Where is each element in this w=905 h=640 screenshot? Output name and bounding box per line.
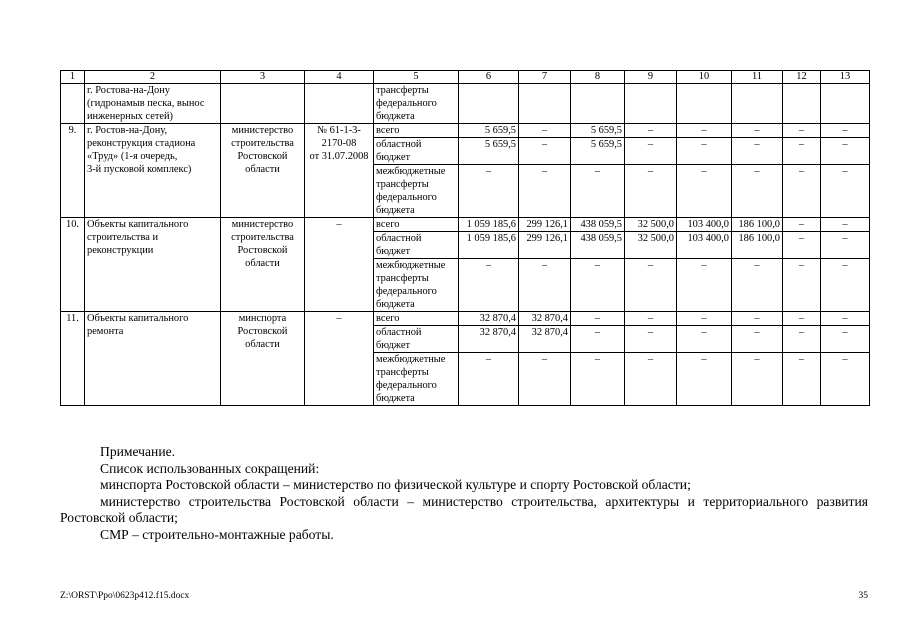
value-cell: 438 059,5 xyxy=(571,218,625,232)
value-cell: – xyxy=(519,138,571,165)
funding-source-cell: межбюджетные трансферты федерального бюджета xyxy=(374,165,459,218)
col-header: 11 xyxy=(732,71,783,84)
value-cell: – xyxy=(625,353,677,406)
table-row xyxy=(61,312,870,326)
value-cell: 186 100,0 xyxy=(732,232,783,259)
value-cell: – xyxy=(821,124,870,138)
value-cell: – xyxy=(821,312,870,326)
abbreviation-smr: СМР – строительно-монтажные работы. xyxy=(100,526,334,542)
value-cell: – xyxy=(677,353,732,406)
document-cell: – xyxy=(305,218,374,312)
value-cell: – xyxy=(783,124,821,138)
value-cell: – xyxy=(519,124,571,138)
table-row xyxy=(61,218,870,232)
value-cell: 299 126,1 xyxy=(519,218,571,232)
document-cell: № 61-1-3- 2170-08 от 31.07.2008 xyxy=(305,124,374,218)
value-cell: – xyxy=(821,218,870,232)
document-cell: – xyxy=(305,312,374,406)
col-header: 4 xyxy=(305,71,374,84)
agency-cell: министерство строительства Ростовской области xyxy=(221,124,305,218)
note-title: Примечание. xyxy=(100,444,176,459)
col-header: 3 xyxy=(221,71,305,84)
value-cell xyxy=(783,84,821,124)
value-cell: 1 059 185,6 xyxy=(459,232,519,259)
value-cell: – xyxy=(459,165,519,218)
value-cell: – xyxy=(459,353,519,406)
value-cell: – xyxy=(783,353,821,406)
value-cell: – xyxy=(677,165,732,218)
value-cell: 32 500,0 xyxy=(625,218,677,232)
value-cell: 32 870,4 xyxy=(459,312,519,326)
value-cell: – xyxy=(625,259,677,312)
value-cell: – xyxy=(519,259,571,312)
funding-source-cell: областной бюджет xyxy=(374,232,459,259)
value-cell: – xyxy=(625,124,677,138)
note-block xyxy=(60,444,868,543)
value-cell: – xyxy=(783,312,821,326)
abbreviation-minstroy: министерство строительства Ростовской области – министерство строительства, архитектуры и территориального развития Ростовской области; xyxy=(60,493,868,525)
value-cell: – xyxy=(821,232,870,259)
col-header: 12 xyxy=(783,71,821,84)
value-cell xyxy=(459,84,519,124)
value-cell: – xyxy=(677,312,732,326)
object-cell: Объекты капитального ремонта xyxy=(85,312,221,406)
value-cell: – xyxy=(677,124,732,138)
funding-source-cell: областной бюджет xyxy=(374,138,459,165)
col-header: 6 xyxy=(459,71,519,84)
value-cell: – xyxy=(783,138,821,165)
abbreviation-minsport: минспорта Ростовской области – министерство по физической культуре и спорту Ростовской области; xyxy=(100,477,691,492)
funding-source-cell: всего xyxy=(374,124,459,138)
value-cell: – xyxy=(677,326,732,353)
value-cell: – xyxy=(677,138,732,165)
value-cell: – xyxy=(459,259,519,312)
value-cell: 5 659,5 xyxy=(571,124,625,138)
value-cell: 1 059 185,6 xyxy=(459,218,519,232)
value-cell: – xyxy=(732,165,783,218)
value-cell: – xyxy=(821,165,870,218)
value-cell: 438 059,5 xyxy=(571,232,625,259)
value-cell: – xyxy=(732,124,783,138)
value-cell: – xyxy=(732,353,783,406)
col-header: 7 xyxy=(519,71,571,84)
object-cell: г. Ростов-на-Дону, реконструкция стадиона «Труд» (1-я очередь, 3-й пусковой комплекс) xyxy=(85,124,221,218)
value-cell: – xyxy=(571,165,625,218)
value-cell: – xyxy=(625,165,677,218)
value-cell: – xyxy=(571,312,625,326)
funding-source-cell: всего xyxy=(374,218,459,232)
col-header: 10 xyxy=(677,71,732,84)
value-cell: – xyxy=(821,326,870,353)
value-cell: – xyxy=(821,353,870,406)
continuation-row xyxy=(61,84,870,124)
value-cell: – xyxy=(783,232,821,259)
col-header: 2 xyxy=(85,71,221,84)
table-row xyxy=(61,124,870,138)
value-cell: – xyxy=(625,312,677,326)
value-cell: 103 400,0 xyxy=(677,218,732,232)
funding-source-cell: областной бюджет xyxy=(374,326,459,353)
column-numbers-row xyxy=(61,71,870,84)
object-cell: г. Ростова-на-Дону (гидронамыв песка, вынос инженерных сетей) xyxy=(85,84,221,124)
agency-cell: министерство строительства Ростовской области xyxy=(221,218,305,312)
footer-file-path: Z:\ORST\Ppo\0623p412.f15.docx xyxy=(60,591,190,601)
value-cell: 299 126,1 xyxy=(519,232,571,259)
value-cell: – xyxy=(571,353,625,406)
funding-source-cell: межбюджетные трансферты федерального бюджета xyxy=(374,353,459,406)
row-number-cell: 11. xyxy=(61,312,85,406)
agency-cell xyxy=(221,84,305,124)
value-cell: – xyxy=(571,326,625,353)
value-cell: – xyxy=(821,138,870,165)
value-cell: – xyxy=(625,138,677,165)
budget-table xyxy=(60,70,870,406)
value-cell: – xyxy=(732,138,783,165)
row-number-cell: 10. xyxy=(61,218,85,312)
value-cell: – xyxy=(783,259,821,312)
page-number: 35 xyxy=(858,591,868,601)
value-cell xyxy=(821,84,870,124)
value-cell xyxy=(571,84,625,124)
value-cell: 5 659,5 xyxy=(571,138,625,165)
funding-source-cell: всего xyxy=(374,312,459,326)
value-cell xyxy=(677,84,732,124)
value-cell: 103 400,0 xyxy=(677,232,732,259)
value-cell xyxy=(732,84,783,124)
agency-cell: минспорта Ростовской области xyxy=(221,312,305,406)
value-cell: – xyxy=(732,326,783,353)
value-cell: – xyxy=(732,312,783,326)
col-header: 8 xyxy=(571,71,625,84)
value-cell: – xyxy=(821,259,870,312)
abbreviation-list-title: Список использованных сокращений: xyxy=(100,460,320,476)
value-cell: – xyxy=(783,165,821,218)
value-cell: 32 870,4 xyxy=(519,312,571,326)
document-cell xyxy=(305,84,374,124)
value-cell: – xyxy=(732,259,783,312)
col-header: 1 xyxy=(61,71,85,84)
funding-source-cell: трансферты федерального бюджета xyxy=(374,84,459,124)
value-cell: 32 870,4 xyxy=(519,326,571,353)
funding-source-cell: межбюджетные трансферты федерального бюджета xyxy=(374,259,459,312)
object-cell: Объекты капитального строительства и реконструкции xyxy=(85,218,221,312)
value-cell xyxy=(625,84,677,124)
value-cell: 5 659,5 xyxy=(459,124,519,138)
value-cell: – xyxy=(677,259,732,312)
value-cell: – xyxy=(519,353,571,406)
value-cell: – xyxy=(571,259,625,312)
col-header: 9 xyxy=(625,71,677,84)
col-header: 5 xyxy=(374,71,459,84)
value-cell: 5 659,5 xyxy=(459,138,519,165)
row-number-cell xyxy=(61,84,85,124)
value-cell: – xyxy=(783,326,821,353)
value-cell: 32 870,4 xyxy=(459,326,519,353)
row-number-cell: 9. xyxy=(61,124,85,218)
value-cell: – xyxy=(519,165,571,218)
value-cell: – xyxy=(783,218,821,232)
value-cell: – xyxy=(625,326,677,353)
value-cell: 32 500,0 xyxy=(625,232,677,259)
value-cell: 186 100,0 xyxy=(732,218,783,232)
value-cell xyxy=(519,84,571,124)
col-header: 13 xyxy=(821,71,870,84)
